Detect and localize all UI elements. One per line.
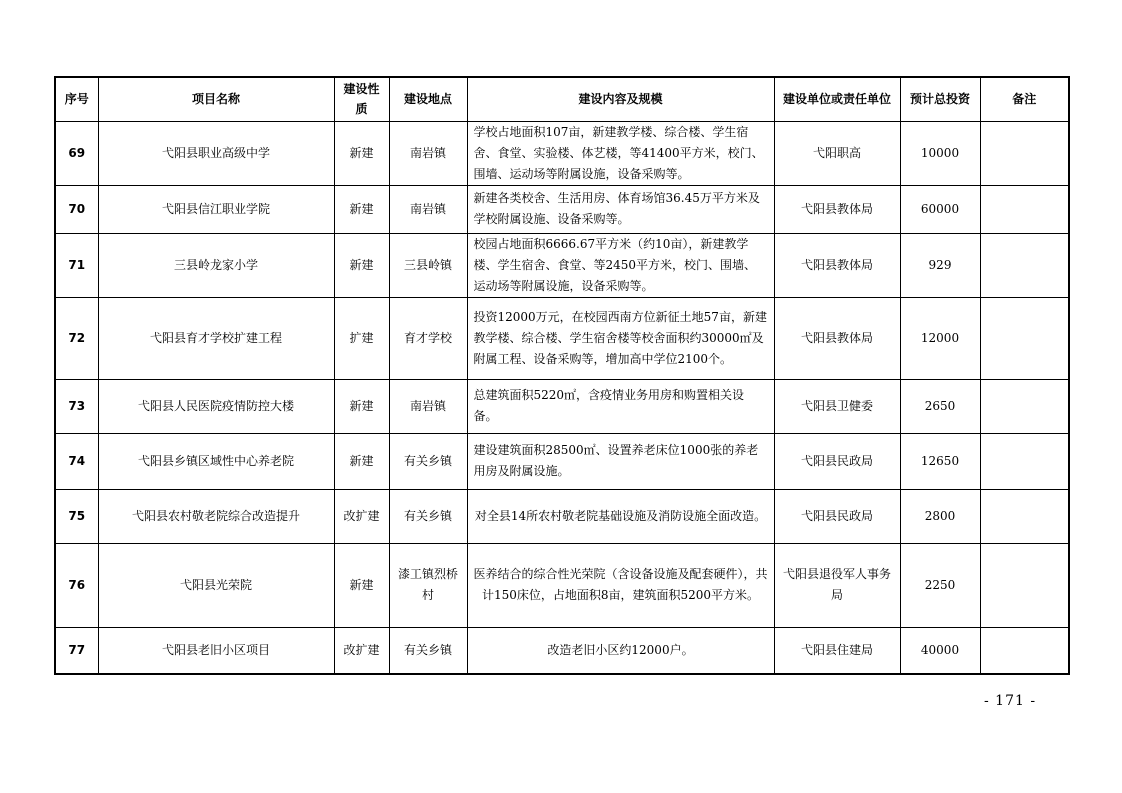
cell-remarks	[980, 543, 1069, 627]
cell-content: 投资12000万元，在校园西南方位新征土地57亩，新建教学楼、综合楼、学生宿舍楼等校舍面积约30000㎡及附属工程、设备采购等，增加高中学位2100个。	[467, 297, 774, 379]
header-content: 建设内容及规模	[467, 77, 774, 121]
cell-name: 弋阳县人民医院疫情防控大楼	[98, 379, 334, 433]
page-number: - 171 -	[984, 693, 1037, 709]
header-seq: 序号	[55, 77, 98, 121]
cell-seq: 73	[55, 379, 98, 433]
cell-name: 弋阳县育才学校扩建工程	[98, 297, 334, 379]
cell-remarks	[980, 379, 1069, 433]
cell-nature: 改扩建	[334, 489, 389, 543]
table-row	[55, 627, 1069, 674]
cell-remarks	[980, 121, 1069, 185]
cell-seq: 77	[55, 627, 98, 674]
cell-nature: 新建	[334, 433, 389, 489]
cell-nature: 扩建	[334, 297, 389, 379]
project-table	[54, 76, 1070, 675]
cell-nature: 新建	[334, 379, 389, 433]
table-row	[55, 379, 1069, 433]
cell-unit: 弋阳县民政局	[774, 489, 900, 543]
cell-name: 三县岭龙家小学	[98, 233, 334, 297]
cell-name: 弋阳县信江职业学院	[98, 185, 334, 233]
cell-location: 南岩镇	[389, 121, 467, 185]
cell-investment: 10000	[900, 121, 980, 185]
cell-remarks	[980, 233, 1069, 297]
table-row	[55, 433, 1069, 489]
table-row	[55, 233, 1069, 297]
table-row	[55, 121, 1069, 185]
cell-content: 建设建筑面积28500㎡、设置养老床位1000张的养老用房及附属设施。	[467, 433, 774, 489]
cell-location: 三县岭镇	[389, 233, 467, 297]
cell-remarks	[980, 297, 1069, 379]
cell-unit: 弋阳县民政局	[774, 433, 900, 489]
header-investment: 预计总投资	[900, 77, 980, 121]
cell-content: 新建各类校舍、生活用房、体育场馆36.45万平方米及学校附属设施、设备采购等。	[467, 185, 774, 233]
cell-nature: 新建	[334, 543, 389, 627]
cell-investment: 40000	[900, 627, 980, 674]
cell-content: 改造老旧小区约12000户。	[467, 627, 774, 674]
cell-content: 医养结合的综合性光荣院（含设备设施及配套硬件），共计150床位，占地面积8亩，建筑面积5200平方米。	[467, 543, 774, 627]
cell-investment: 60000	[900, 185, 980, 233]
cell-nature: 新建	[334, 185, 389, 233]
cell-name: 弋阳县农村敬老院综合改造提升	[98, 489, 334, 543]
cell-remarks	[980, 433, 1069, 489]
cell-content: 校园占地面积6666.67平方米（约10亩），新建教学楼、学生宿舍、食堂、等2450平方米，校门、围墙、运动场等附属设施，设备采购等。	[467, 233, 774, 297]
cell-unit: 弋阳县卫健委	[774, 379, 900, 433]
cell-remarks	[980, 489, 1069, 543]
cell-location: 有关乡镇	[389, 433, 467, 489]
cell-nature: 改扩建	[334, 627, 389, 674]
cell-seq: 69	[55, 121, 98, 185]
cell-name: 弋阳县乡镇区域性中心养老院	[98, 433, 334, 489]
table-row	[55, 543, 1069, 627]
header-unit: 建设单位或责任单位	[774, 77, 900, 121]
cell-nature: 新建	[334, 233, 389, 297]
cell-unit: 弋阳县教体局	[774, 185, 900, 233]
cell-content: 总建筑面积5220㎡，含疫情业务用房和购置相关设备。	[467, 379, 774, 433]
cell-nature: 新建	[334, 121, 389, 185]
table-row	[55, 185, 1069, 233]
cell-remarks	[980, 185, 1069, 233]
cell-location: 漆工镇烈桥村	[389, 543, 467, 627]
cell-investment: 12650	[900, 433, 980, 489]
cell-unit: 弋阳县教体局	[774, 297, 900, 379]
cell-seq: 70	[55, 185, 98, 233]
cell-content: 学校占地面积107亩，新建教学楼、综合楼、学生宿舍、食堂、实验楼、体艺楼，等41400平方米，校门、围墙、运动场等附属设施，设备采购等。	[467, 121, 774, 185]
cell-location: 南岩镇	[389, 185, 467, 233]
cell-unit: 弋阳县住建局	[774, 627, 900, 674]
table-row	[55, 297, 1069, 379]
cell-location: 有关乡镇	[389, 489, 467, 543]
cell-location: 南岩镇	[389, 379, 467, 433]
header-nature: 建设性质	[334, 77, 389, 121]
cell-unit: 弋阳县退役军人事务局	[774, 543, 900, 627]
header-row	[55, 77, 1069, 121]
cell-content: 对全县14所农村敬老院基础设施及消防设施全面改造。	[467, 489, 774, 543]
cell-seq: 72	[55, 297, 98, 379]
cell-location: 育才学校	[389, 297, 467, 379]
cell-investment: 12000	[900, 297, 980, 379]
cell-remarks	[980, 627, 1069, 674]
cell-location: 有关乡镇	[389, 627, 467, 674]
cell-seq: 76	[55, 543, 98, 627]
cell-unit: 弋阳职高	[774, 121, 900, 185]
cell-investment: 2650	[900, 379, 980, 433]
cell-seq: 71	[55, 233, 98, 297]
header-remarks: 备注	[980, 77, 1069, 121]
table-row	[55, 489, 1069, 543]
header-location: 建设地点	[389, 77, 467, 121]
cell-investment: 929	[900, 233, 980, 297]
cell-seq: 74	[55, 433, 98, 489]
cell-name: 弋阳县老旧小区项目	[98, 627, 334, 674]
cell-unit: 弋阳县教体局	[774, 233, 900, 297]
cell-name: 弋阳县职业高级中学	[98, 121, 334, 185]
cell-name: 弋阳县光荣院	[98, 543, 334, 627]
cell-investment: 2800	[900, 489, 980, 543]
cell-investment: 2250	[900, 543, 980, 627]
header-name: 项目名称	[98, 77, 334, 121]
cell-seq: 75	[55, 489, 98, 543]
